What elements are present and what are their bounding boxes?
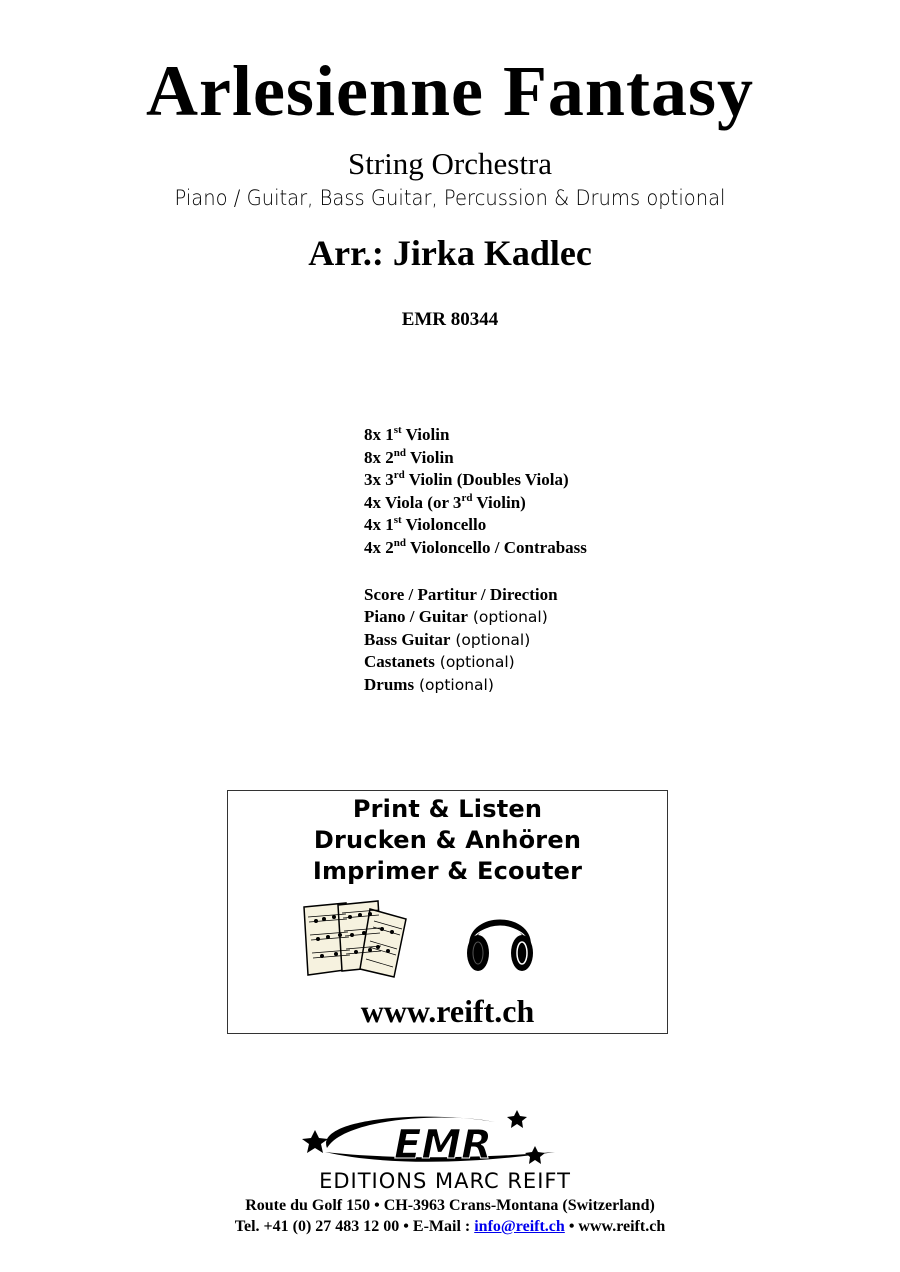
part-item: Bass Guitar (optional) bbox=[364, 629, 531, 649]
parts-list bbox=[364, 424, 587, 697]
arranger: Arr.: Jirka Kadlec bbox=[308, 233, 592, 273]
part-item: 4x 2nd Violoncello / Contrabass bbox=[364, 536, 587, 557]
part-item: Score / Partitur / Direction bbox=[364, 584, 558, 604]
part-item: Drums (optional) bbox=[364, 674, 494, 694]
part-item: 8x 1st Violin bbox=[364, 424, 450, 444]
subtitle: String Orchestra bbox=[347, 146, 553, 181]
promo-line-english: Print & Listen bbox=[352, 795, 543, 823]
footer-address: Route du Golf 150 • CH-3963 Crans-Montana (Switzerland) bbox=[245, 1197, 655, 1214]
promo-line-french: Imprimer & Ecouter bbox=[312, 857, 583, 885]
part-item: 3x 3rd Violin (Doubles Viola) bbox=[364, 469, 569, 490]
promo-line-german: Drucken & Anhören bbox=[313, 826, 582, 854]
catalog-number: EMR 80344 bbox=[401, 309, 499, 330]
part-item: Piano / Guitar (optional) bbox=[364, 607, 548, 627]
promo-website-link[interactable]: www.reift.ch bbox=[360, 993, 535, 1029]
svg-text:EDITIONS MARC REIFT: EDITIONS MARC REIFT bbox=[319, 1169, 571, 1193]
part-item: 4x Viola (or 3rd Violin) bbox=[364, 491, 526, 512]
part-item: Castanets (optional) bbox=[364, 652, 515, 672]
footer-contact: Tel. +41 (0) 27 483 12 00 • E-Mail : info@reift.ch • www.reift.ch bbox=[234, 1218, 666, 1235]
emr-logo bbox=[255, 1108, 635, 1194]
page-title: Arlesienne Fantasy bbox=[146, 51, 754, 131]
sheet-music-icon bbox=[298, 899, 414, 979]
part-item: 4x 1st Violoncello bbox=[364, 514, 487, 535]
part-item: 8x 2nd Violin bbox=[364, 446, 454, 467]
print-listen-box bbox=[227, 790, 668, 1034]
headphones-icon bbox=[464, 901, 536, 977]
instrumentation-line: Piano / Guitar, Bass Guitar, Percussion & Drums optional bbox=[174, 186, 726, 210]
email-link[interactable]: info@reift.ch bbox=[474, 1218, 565, 1235]
svg-text:EMR: EMR bbox=[394, 1122, 492, 1168]
